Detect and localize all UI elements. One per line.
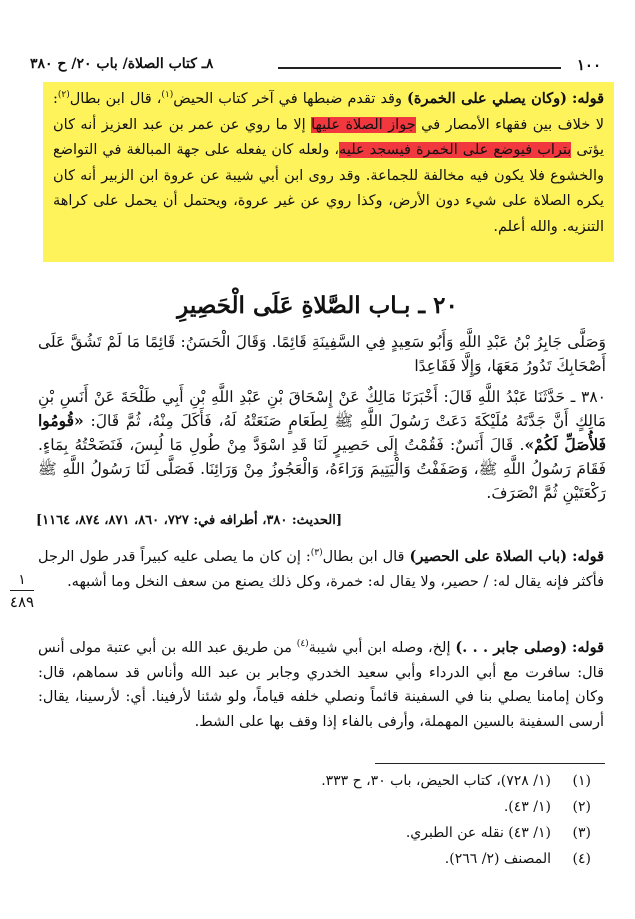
footnote-ref[interactable]: (٣) xyxy=(310,548,323,559)
hadith-reference: [الحديث: ٣٨٠، أطرافه في: ٧٢٧، ٨٦٠، ٨٧١، ٨٧٤، ١١٦٤] xyxy=(36,513,343,528)
hadith-intro-text: وَصَلَّى جَابِرُ بْنُ عَبْدِ اللَّهِ وَأَبُو سَعِيدٍ فِي السَّفِينَةِ قَائِمًا. وَقَالَ الْحَسَنُ: قَائِمًا مَا لَمْ تَشُقَّ عَلَى أَصْحَابِكَ تَدُورُ مَعَهَا، وَإِلَّا فَقَاعِدًا xyxy=(38,333,606,375)
highlighted-commentary-block xyxy=(43,82,614,262)
text-segment: : لا خلاف بين فقهاء الأمصار في xyxy=(53,91,605,133)
margin-marker-line xyxy=(10,590,34,591)
text-segment: : إن كان ما يصلى عليه كبيراً قدر طول الرجل فأكثر فإنه يقال له: / حصير، ولا يقال له: خمرة، وكل ذلك يصنع من سعف النخل وما أشبهه. xyxy=(38,549,604,590)
commentary-paragraph xyxy=(38,636,604,734)
commentary-paragraph xyxy=(38,545,604,594)
text-segment: ، قال ابن بطال xyxy=(69,91,162,107)
page-number: ١٠٠ xyxy=(576,56,601,74)
footnote-ref[interactable]: (١) xyxy=(161,90,174,101)
hadith-text: ٣٨٠ ـ حَدَّثَنَا عَبْدُ اللَّهِ قَالَ: أَخْبَرَنَا مَالِكٌ عَنْ إِسْحَاقَ بْنِ عَبْدِ اللَّهِ بْنِ أَبِي طَلْحَةَ عَنْ أَنَسِ بْنِ مَالِكٍ أَنَّ جَدَّتَهُ مُلَيْكَةَ دَعَتْ رَسُولَ اللَّهِ ﷺ لِطَعَامٍ صَنَعَتْهُ لَهُ، فَأَكَلَ مِنْهُ، ثُمَّ قَالَ: xyxy=(38,388,607,430)
quote-label: قوله: xyxy=(572,639,605,656)
text-segment: إلخ، وصله ابن أبي شيبة xyxy=(308,640,451,656)
quote-label: قوله: xyxy=(572,548,605,565)
hadith-main-paragraph xyxy=(38,385,606,505)
red-highlight: جواز الصلاة عليها xyxy=(311,116,416,133)
page-header xyxy=(30,56,603,78)
footnote-ref[interactable]: (٤) xyxy=(296,639,309,650)
footnote-number: (٢) xyxy=(572,799,591,815)
footnote xyxy=(51,794,591,820)
footnote-text: (١/ ٤٣). xyxy=(503,799,551,815)
footnote-text: (١/ ٤٣) نقله عن الطبري. xyxy=(405,825,551,841)
header-rule xyxy=(278,67,561,69)
footnote xyxy=(51,846,591,872)
highlighted-paragraph xyxy=(53,86,604,240)
footnote-number: (١) xyxy=(572,773,591,789)
text-segment: ، ولعله كان يفعله على جهة المبالغة في التواضع والخشوع فلا يكون فيه مخالفة للجماعة. وقد روى ابن أبي شيبة عن عروة ابن الزبير أنه كان يكره الصلاة على شيء دون الأرض، وكذا روي عن غير عروة، ويحتمل أن يحمل على كراهة التنزيه. والله أعلم. xyxy=(53,142,604,235)
margin-marker-bottom: ٤٨٩ xyxy=(9,593,35,611)
text-segment: إلا ما روي عن عمر بن عبد العزيز أنه كان يؤتى xyxy=(53,116,605,158)
commentary-2 xyxy=(38,636,604,734)
commentary-1 xyxy=(38,545,604,594)
quoted-phrase: (باب الصلاة على الحصير) xyxy=(409,548,568,565)
hadith-main xyxy=(38,385,606,505)
text-segment: قال ابن بطال xyxy=(322,549,405,565)
footnote-number: (٤) xyxy=(572,851,591,867)
text-segment: من طريق عبد الله بن أبي عتبة مولى أنس قال: سافرت مع أبي الدرداء وأبي سعيد الخدري وجابر بن عبد الله وأناس قد سماهم، قال: وكان إمامنا يصلي بنا في السفينة قائماً ونصلي خلفه قياماً، ولو شئنا لأرفينا. أي: لأرسينا، يقال: أرسى السفينة بالسين المهملة، وأرفى بالفاء إذا وقف بها على الشط. xyxy=(38,640,604,730)
footnote-ref[interactable]: (٢) xyxy=(57,90,70,101)
footnotes xyxy=(51,768,591,872)
footnote-text: المصنف (٢/ ٢٦٦). xyxy=(444,851,551,867)
text-segment: وقد تقدم ضبطها في آخر كتاب الحيض xyxy=(173,91,402,107)
chapter-title: ٢٠ ـ بـاب الصَّلاةِ عَلَى الْحَصِيرِ xyxy=(177,292,458,319)
hadith-intro xyxy=(38,330,606,378)
margin-page-marker xyxy=(8,572,36,611)
quoted-phrase: (وصلى جابر . . .) xyxy=(455,639,568,656)
quote-label: قوله: xyxy=(572,90,604,107)
footnote xyxy=(51,768,591,794)
hadith-bold-quote: «قُومُوا فَلأُصَلِّ لَكُمْ» xyxy=(38,411,606,454)
quoted-phrase: (وكان يصلي على الخمرة) xyxy=(407,90,567,107)
margin-marker-top: ١ xyxy=(18,572,26,588)
red-highlight: بتراب فيوضع على الخمرة فيسجد عليه xyxy=(339,142,572,158)
running-title: ٨ـ كتاب الصلاة/ باب ٢٠/ ح ٣٨٠ xyxy=(30,56,214,72)
footnote-number: (٣) xyxy=(572,825,591,841)
footnote-separator xyxy=(375,763,605,764)
hadith-text: . قَالَ أَنَسٌ: فَقُمْتُ إِلَى حَصِيرٍ لَنَا قَدِ اسْوَدَّ مِنْ طُولِ مَا لُبِسَ، فَنَضَحْتُهُ بِمَاءٍ. فَقَامَ رَسُولُ اللَّهِ ﷺ، وَصَفَفْتُ وَالْيَتِيمَ وَرَاءَهُ، وَالْعَجُوزُ مِنْ وَرَائِنَا. فَصَلَّى لَنَا رَسُولُ اللَّهِ ﷺ رَكْعَتَيْنِ ثُمَّ انْصَرَفَ. xyxy=(38,436,606,502)
footnote-text: (١/ ٧٢٨)، كتاب الحيض، باب ٣٠، ح ٣٣٣. xyxy=(321,773,551,789)
footnote xyxy=(51,820,591,846)
